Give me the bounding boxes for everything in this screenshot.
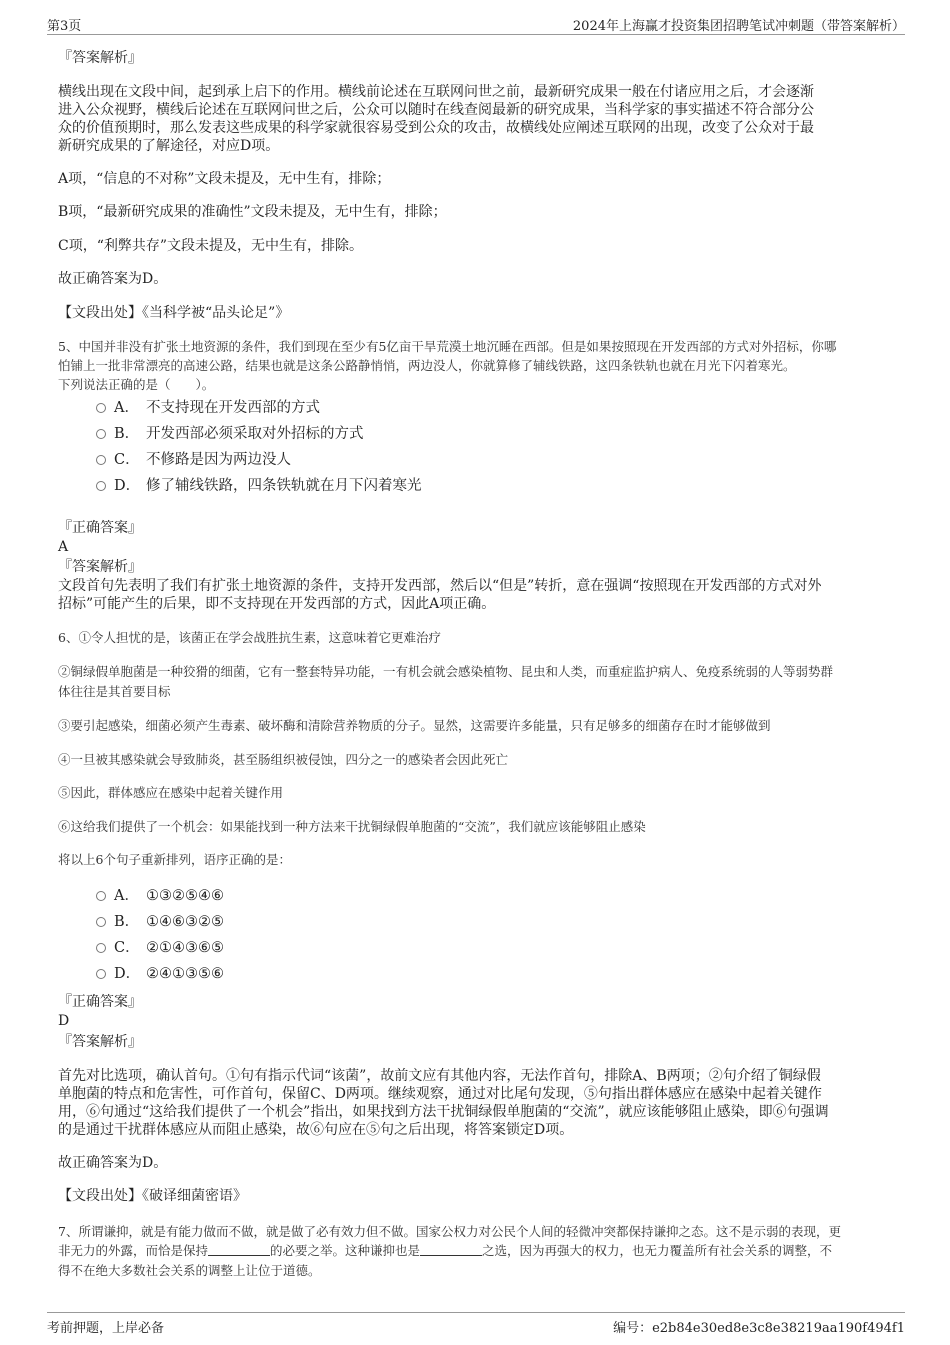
option-b[interactable]: B． ①④⑥③②⑤ xyxy=(96,912,224,932)
radio-icon[interactable] xyxy=(96,429,106,439)
analysis-line: 文段首句先表明了我们有扩张土地资源的条件，支持开发西部，然后以“但是”转折，意在强调“按照现在开发西部的方式对外 xyxy=(58,578,822,594)
document-title: 2024年上海赢才投资集团招聘笔试冲刺题（带答案解析） xyxy=(572,19,905,34)
radio-icon[interactable] xyxy=(96,891,106,901)
option-a[interactable]: A． ①③②⑤④⑥ xyxy=(96,886,224,906)
analysis-line: 进入公众视野，横线后论述在互联网问世之后，公众可以随时在线查阅最新的研究成果，当科学家的事实描述不符合部分公 xyxy=(58,102,814,118)
page-footer xyxy=(47,1312,905,1336)
radio-icon[interactable] xyxy=(96,917,106,927)
analysis-line: 新研究成果的了解途径，对应D项。 xyxy=(58,138,280,154)
sentence-1: 6、①令人担忧的是，该菌正在学会战胜抗生素，这意味着它更难治疗 xyxy=(58,630,441,645)
radio-icon[interactable] xyxy=(96,481,106,491)
fill-blank-1[interactable] xyxy=(208,1242,270,1256)
radio-icon[interactable] xyxy=(96,403,106,413)
analysis-label: 『答案解析』 xyxy=(58,559,142,575)
question-prompt: 将以上6个句子重新排列，语序正确的是： xyxy=(58,852,291,867)
analysis-label: 『答案解析』 xyxy=(58,1034,142,1050)
option-a-note: A项，“信息的不对称”文段未提及，无中生有，排除； xyxy=(58,171,391,187)
sentence-3: ③要引起感染，细菌必须产生毒素、破坏酶和清除营养物质的分子。显然，这需要许多能量，只有足够多的细菌存在时才能够做到 xyxy=(58,718,771,733)
sentence-2: ②铜绿假单胞菌是一种狡猾的细菌，它有一整套特异功能，一有机会就会感染植物、昆虫和人类，而重症监护病人、免疫系统弱的人等弱势群 xyxy=(58,664,834,679)
radio-icon[interactable] xyxy=(96,455,106,465)
question-stem-blanks: 非无力的外露，而恰是保持 的必要之举。这种谦抑也是 之选，因为再强大的权力，也无力覆盖所有社会关系的调整，不 xyxy=(58,1243,833,1258)
option-d[interactable]: D． 修了辅线铁路，四条铁轨就在月下闪着寒光 xyxy=(96,476,422,496)
question-stem: 怕铺上一批非常漂亮的高速公路，结果也就是这条公路静悄悄，两边没人，你就算修了辅线铁路，这四条铁轨也就在月光下闪着寒光。 xyxy=(58,358,796,373)
option-b[interactable]: B． 开发西部必须采取对外招标的方式 xyxy=(96,424,364,444)
sentence-4: ④一旦被其感染就会导致肺炎，甚至肠组织被侵蚀，四分之一的感染者会因此死亡 xyxy=(58,752,509,767)
sentence-2-cont: 体往往是其首要目标 xyxy=(58,684,171,699)
document-id: 编号：e2b84e30ed8e3c8e38219aa190f494f1 xyxy=(613,1321,905,1336)
option-c-note: C项，“利弊共存”文段未提及，无中生有，排除。 xyxy=(58,238,364,254)
analysis-line: 首先对比选项，确认首句。①句有指示代词“该菌”，故前文应有其他内容，无法作首句，排除A、B两项；②句介绍了铜绿假 xyxy=(58,1068,821,1084)
analysis-line: 众的价值预期时，那么发表这些成果的科学家就很容易受到公众的攻击，故横线处应阐述互联网的出现，改变了公众对于最 xyxy=(58,120,814,136)
option-b-note: B项，“最新研究成果的准确性”文段未提及，无中生有，排除； xyxy=(58,204,447,220)
question-stem: 7、所谓谦抑，就是有能力做而不做，就是做了必有效力但不做。国家公权力对公民个人间的轻微冲突都保持谦抑之态。这不是示弱的表现，更 xyxy=(58,1224,841,1239)
fill-blank-2[interactable] xyxy=(420,1242,482,1256)
answer-label: 『正确答案』 xyxy=(58,520,142,536)
analysis-line: 横线出现在文段中间，起到承上启下的作用。横线前论述在互联网问世之前，最新研究成果一般在付诸应用之后，才会逐渐 xyxy=(58,84,814,100)
option-d[interactable]: D． ②④①③⑤⑥ xyxy=(96,964,224,984)
conclusion: 故正确答案为D。 xyxy=(58,1155,168,1171)
radio-icon[interactable] xyxy=(96,969,106,979)
analysis-line: 单胞菌的特点和危害性，可作首句，保留C、D两项。继续观察，通过对比尾句发现，⑤句指出群体感应在感染中起着关键作 xyxy=(58,1086,822,1102)
answer-value: A xyxy=(58,539,69,555)
answer-value: D xyxy=(58,1013,70,1029)
analysis-label: 『答案解析』 xyxy=(58,50,142,66)
question-stem: 得不在绝大多数社会关系的调整上让位于道德。 xyxy=(58,1263,321,1278)
option-c[interactable]: C． ②①④③⑥⑤ xyxy=(96,938,224,958)
question-prompt: 下列说法正确的是（ ）。 xyxy=(58,377,215,392)
radio-icon[interactable] xyxy=(96,943,106,953)
analysis-line: 的是通过干扰群体感应从而阻止感染，故⑥句应在⑤句之后出现，将答案锁定D项。 xyxy=(58,1122,574,1138)
answer-label: 『正确答案』 xyxy=(58,994,142,1010)
sentence-6: ⑥这给我们提供了一个机会：如果能找到一种方法来干扰铜绿假单胞菌的“交流”，我们就应该能够阻止感染 xyxy=(58,819,646,834)
analysis-line: 用，⑥句通过“这给我们提供了一个机会”指出，如果找到方法干扰铜绿假单胞菌的“交流”，就应该能够阻止感染，即⑥句强调 xyxy=(58,1104,829,1120)
page-header xyxy=(47,14,905,35)
page-number: 第3页 xyxy=(47,19,82,34)
source: 【文段出处】《当科学被“品头论足”》 xyxy=(58,305,290,321)
question-stem: 5、中国并非没有扩张土地资源的条件，我们到现在至少有5亿亩干旱荒漠土地沉睡在西部。但是如果按照现在开发西部的方式对外招标，你哪 xyxy=(58,339,837,354)
sentence-5: ⑤因此，群体感应在感染中起着关键作用 xyxy=(58,785,284,800)
analysis-line: 招标”可能产生的后果，即不支持现在开发西部的方式，因此A项正确。 xyxy=(58,596,496,612)
option-c[interactable]: C． 不修路是因为两边没人 xyxy=(96,450,291,470)
option-a[interactable]: A． 不支持现在开发西部的方式 xyxy=(96,398,320,418)
conclusion: 故正确答案为D。 xyxy=(58,271,168,287)
footer-slogan: 考前押题，上岸必备 xyxy=(47,1321,165,1336)
source: 【文段出处】《破译细菌密语》 xyxy=(58,1188,247,1204)
